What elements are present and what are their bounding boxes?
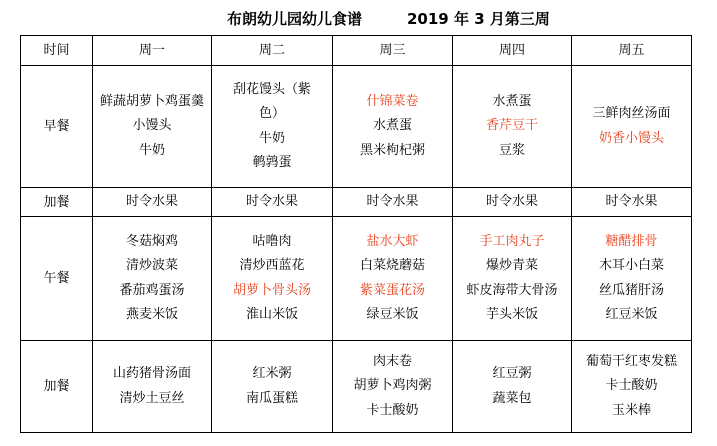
dish-item: 胡萝卜鸡肉粥: [353, 378, 432, 394]
dish-item: 肉末卷: [372, 353, 412, 369]
dish-item: 牛奶: [138, 142, 165, 158]
dish-item: 淮山米饭: [245, 307, 298, 322]
dish-item: 盐水大虾: [366, 233, 419, 249]
dish-item: 水煮蛋: [372, 118, 412, 134]
dish-item: 绿豆米饭: [366, 307, 419, 322]
menu-cell-afternoon-snack-thu: [453, 341, 572, 433]
dish-item: 木耳小白菜: [598, 258, 664, 273]
meal-row-afternoon-snack: [21, 341, 692, 433]
menu-cell-breakfast-wed: [333, 66, 453, 188]
school-menu-title: 布朗幼儿园幼儿食谱: [227, 10, 363, 28]
dish-list: [93, 230, 211, 328]
menu-table: [20, 35, 692, 433]
menu-cell-afternoon-snack-fri: [572, 341, 692, 433]
dish-item: 豆浆: [498, 142, 525, 158]
dish-item: 红豆米饭: [605, 307, 658, 322]
day-header-fri: 周五: [572, 36, 692, 66]
dish-item: 红米粥: [252, 366, 292, 381]
day-header-tue: 周二: [212, 36, 333, 66]
dish-item: 时令水果: [245, 193, 298, 209]
dish-item: 卡士酸奶: [366, 402, 419, 418]
meal-label: 加餐: [21, 188, 93, 217]
meal-label: 午餐: [21, 217, 93, 341]
menu-cell-lunch-thu: [453, 217, 572, 341]
dish-item: 鲜蔬胡萝卜鸡蛋羹: [99, 93, 204, 109]
menu-cell-afternoon-snack-wed: [333, 341, 453, 433]
dish-item: 黑米枸杞粥: [359, 142, 425, 158]
dish-item: 玉米棒: [611, 402, 651, 418]
dish-list: [333, 90, 452, 164]
menu-cell-breakfast-thu: [453, 66, 572, 188]
dish-list: [453, 190, 571, 215]
meal-row-morning-snack: [21, 188, 692, 217]
menu-cell-morning-snack-fri: [572, 188, 692, 217]
dish-item: 时令水果: [125, 193, 178, 209]
week-label: 2019 年 3 月第三周: [407, 10, 550, 28]
dish-item: 冬菇焖鸡: [125, 233, 178, 249]
dish-item: 糖醋排骨: [605, 233, 658, 249]
dish-list: [93, 190, 211, 215]
dish-list: [453, 230, 571, 328]
dish-list: [212, 190, 332, 215]
dish-item: 番茄鸡蛋汤: [119, 282, 185, 298]
dish-item: 胡萝卜骨头汤: [232, 282, 311, 298]
menu-cell-afternoon-snack-tue: [212, 341, 333, 433]
dish-item: 芋头米饭: [485, 307, 538, 322]
dish-item: 爆炒青菜: [485, 258, 538, 273]
menu-cell-morning-snack-thu: [453, 188, 572, 217]
dish-item: 葡萄干红枣发糕: [585, 353, 677, 369]
dish-item: 时令水果: [485, 193, 538, 209]
dish-item: 奶香小馒头: [598, 130, 664, 146]
header-row: [21, 36, 692, 66]
dish-item: 红豆粥: [492, 366, 532, 381]
dish-list: [333, 350, 452, 424]
menu-cell-morning-snack-mon: [93, 188, 212, 217]
dish-list: [572, 350, 691, 424]
dish-item: 色）: [258, 106, 285, 121]
day-header-thu: 周四: [453, 36, 572, 66]
dish-item: 山药猪骨汤面: [112, 366, 191, 381]
dish-list: [93, 362, 211, 411]
dish-list: [212, 362, 332, 411]
dish-item: 清炒土豆丝: [119, 390, 185, 406]
menu-title: [0, 6, 717, 30]
dish-item: 什锦菜卷: [366, 93, 419, 109]
time-header: 时间: [21, 36, 93, 66]
dish-list: [453, 362, 571, 411]
dish-item: 丝瓜猪肝汤: [598, 282, 664, 298]
dish-item: 卡士酸奶: [605, 378, 658, 394]
dish-item: 时令水果: [605, 193, 658, 209]
menu-cell-lunch-mon: [93, 217, 212, 341]
dish-list: [212, 230, 332, 328]
dish-item: 清炒西蓝花: [239, 258, 305, 273]
dish-item: 牛奶: [258, 130, 285, 146]
dish-item: 鹌鹑蛋: [252, 155, 292, 170]
meal-label: 早餐: [21, 66, 93, 188]
dish-item: 南瓜蛋糕: [245, 390, 298, 406]
dish-item: 刮花馒头（紫: [232, 81, 311, 97]
dish-item: 时令水果: [366, 193, 419, 209]
menu-cell-breakfast-mon: [93, 66, 212, 188]
dish-list: [212, 78, 332, 176]
dish-item: 虾皮海带大骨汤: [466, 282, 558, 298]
dish-item: 三鲜肉丝汤面: [592, 106, 671, 121]
dish-list: [333, 190, 452, 215]
dish-list: [572, 230, 691, 328]
dish-item: 水煮蛋: [492, 93, 532, 109]
dish-list: [453, 90, 571, 164]
menu-cell-lunch-tue: [212, 217, 333, 341]
dish-list: [93, 90, 211, 164]
dish-item: 清炒波菜: [125, 258, 178, 273]
menu-cell-morning-snack-tue: [212, 188, 333, 217]
dish-item: 手工肉丸子: [479, 233, 545, 249]
day-header-wed: 周三: [333, 36, 453, 66]
dish-list: [572, 102, 691, 151]
dish-item: 白菜烧蘑菇: [359, 258, 425, 273]
dish-item: 紫菜蛋花汤: [359, 282, 425, 298]
menu-cell-lunch-fri: [572, 217, 692, 341]
menu-cell-afternoon-snack-mon: [93, 341, 212, 433]
dish-item: 蔬菜包: [492, 390, 532, 406]
menu-cell-breakfast-fri: [572, 66, 692, 188]
meal-row-breakfast: [21, 66, 692, 188]
menu-cell-lunch-wed: [333, 217, 453, 341]
dish-list: [572, 190, 691, 215]
dish-item: 小馒头: [132, 118, 172, 134]
dish-list: [333, 230, 452, 328]
day-header-mon: 周一: [93, 36, 212, 66]
dish-item: 咕噜肉: [252, 233, 292, 249]
dish-item: 燕麦米饭: [125, 307, 178, 322]
menu-cell-breakfast-tue: [212, 66, 333, 188]
dish-item: 香芹豆干: [485, 118, 538, 134]
menu-cell-morning-snack-wed: [333, 188, 453, 217]
meal-label: 加餐: [21, 341, 93, 433]
meal-row-lunch: [21, 217, 692, 341]
